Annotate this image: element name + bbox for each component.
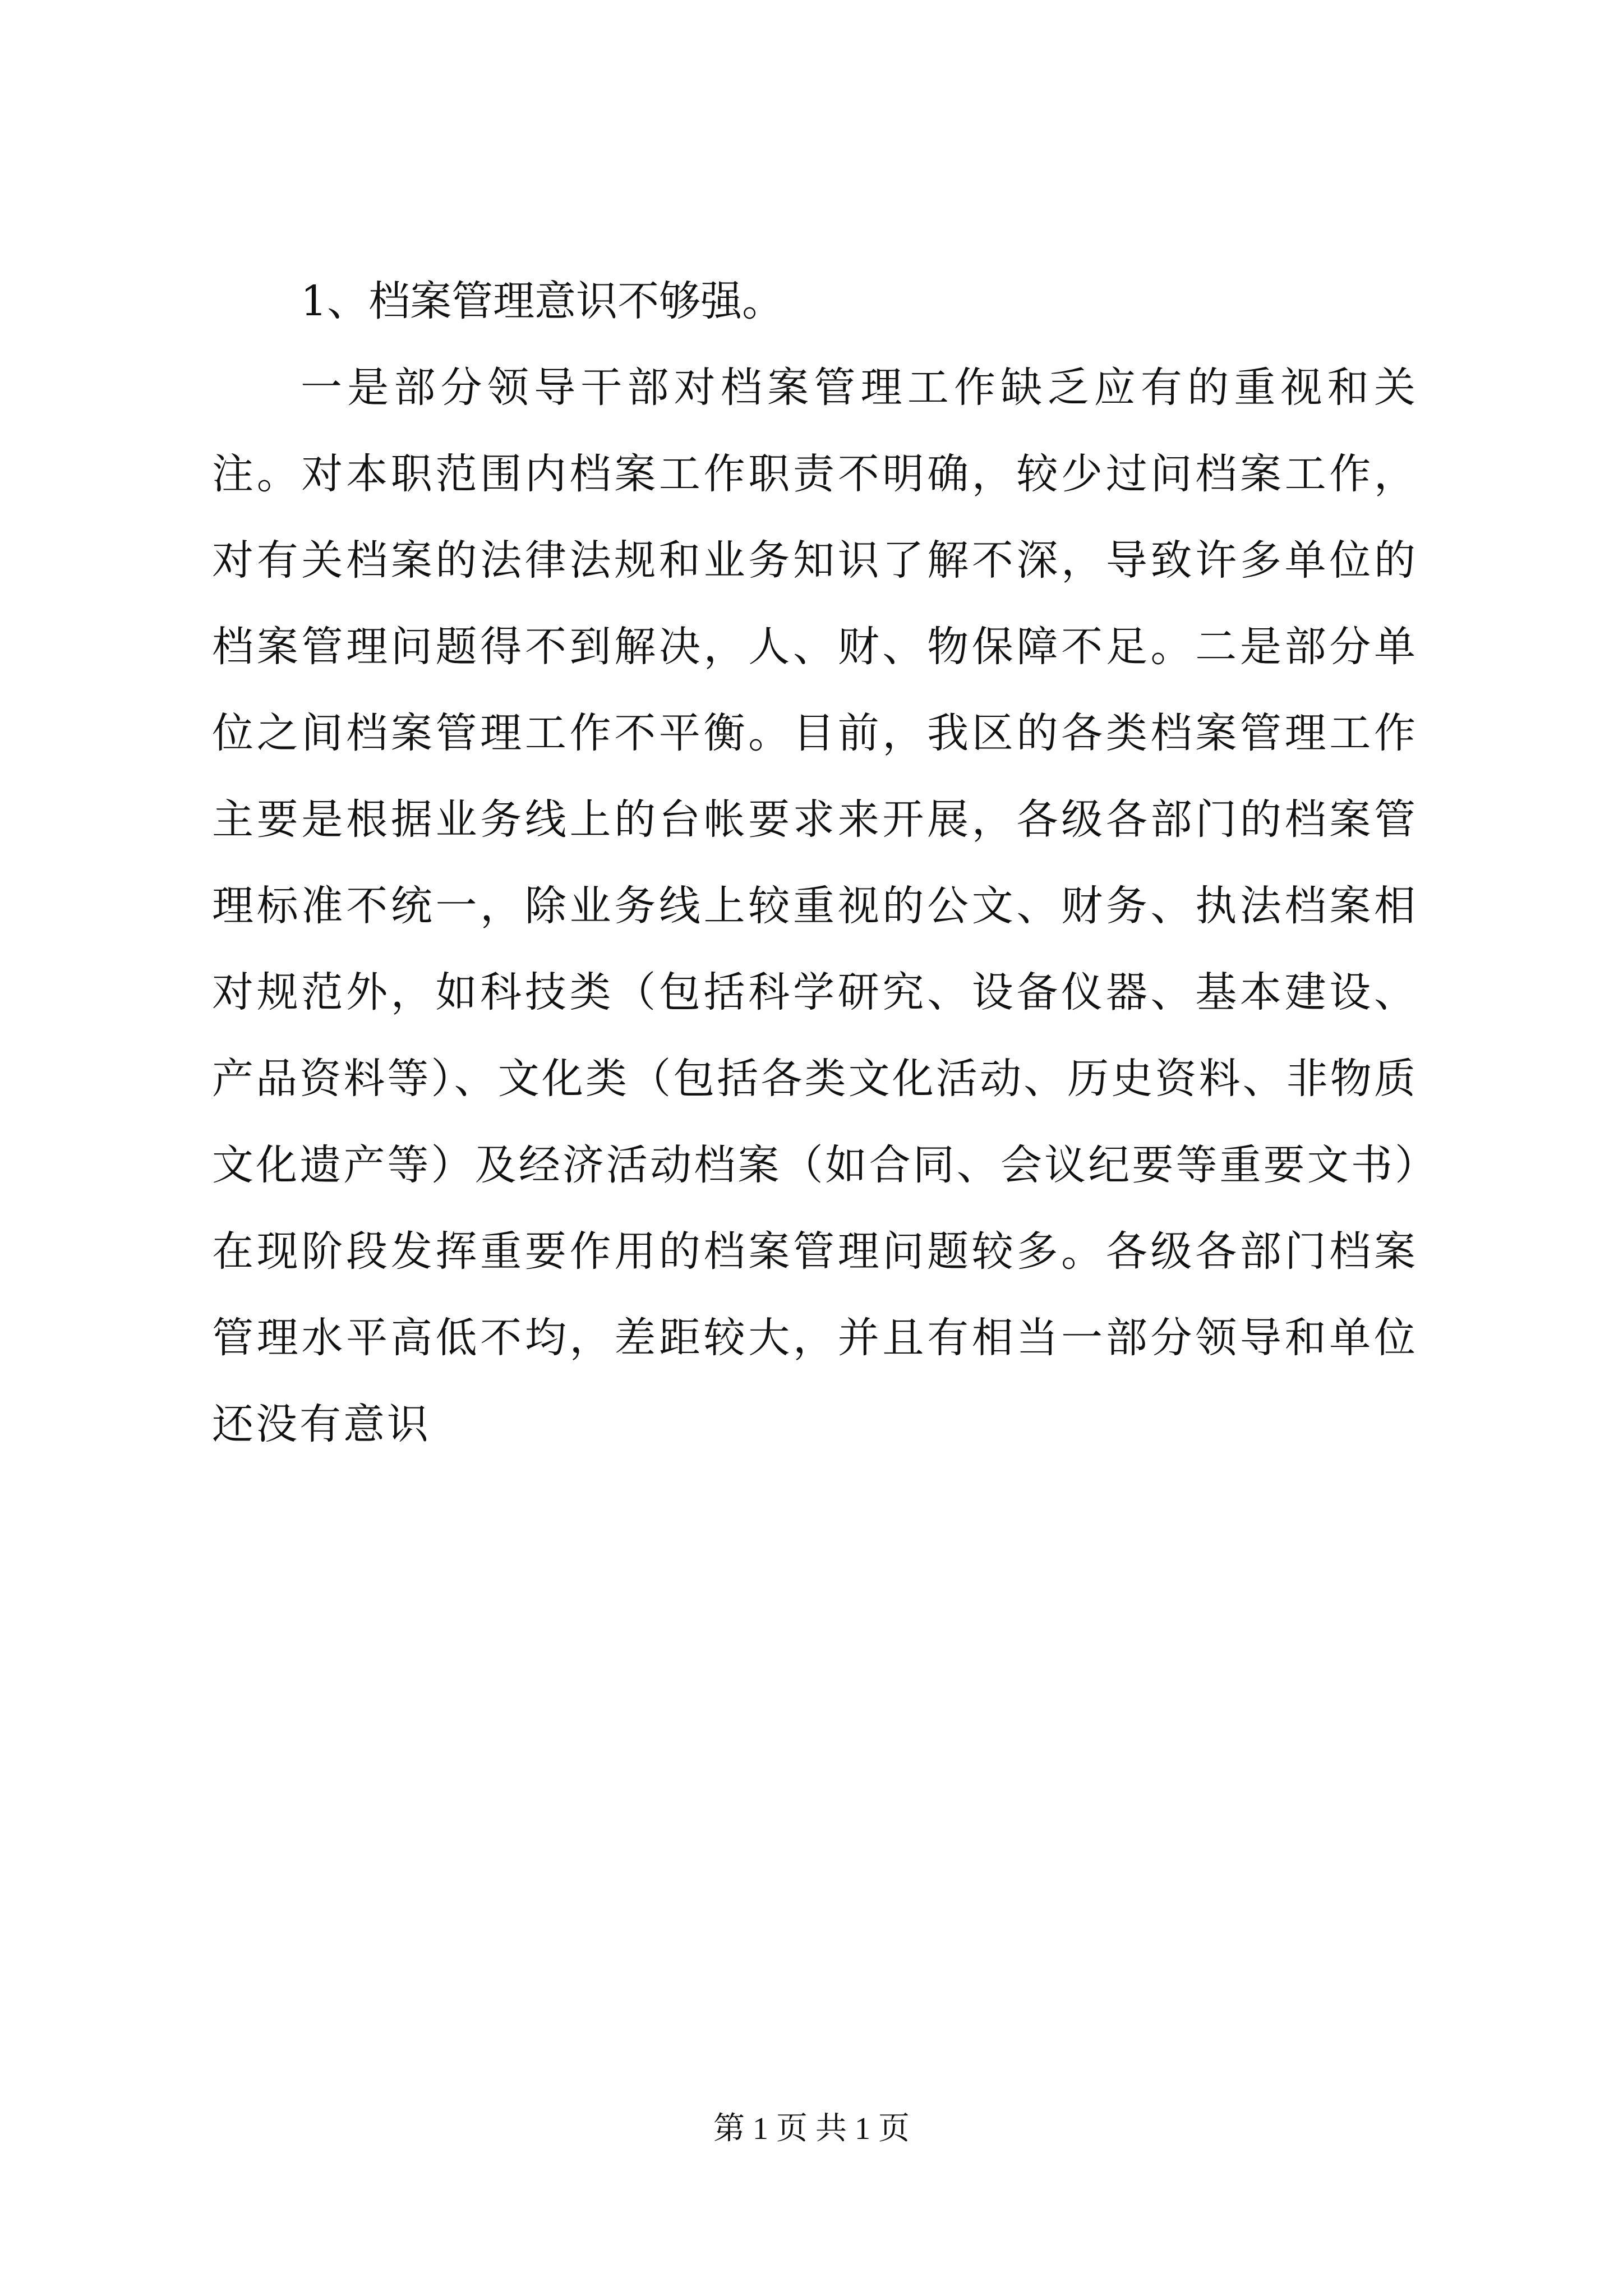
document-body xyxy=(212,258,1418,1467)
page-footer: 第 1 页 共 1 页 xyxy=(713,2111,910,2146)
section-heading: 1、档案管理意识不够强。 xyxy=(301,277,784,325)
body-paragraph: 一是部分领导干部对档案管理工作缺乏应有的重视和关注。对本职范围内档案工作职责不明确，较少过问档案工作，对有关档案的法律法规和业务知识了解不深，导致许多单位的档案管理问题得不到解决，人、财、物保障不足。二是部分单位之间档案管理工作不平衡。目前，我区的各类档案管理工作主要是根据业务线上的台帐要求来开展，各级各部门的档案管理标准不统一，除业务线上较重视的公文、财务、执法档案相对规范外，如科技类（包括科学研究、设备仪器、基本建设、产品资料等）、文化类（包括各类文化活动、历史资料、非物质文化遗产等）及经济活动档案（如合同、会议纪要等重要文书）在现阶段发挥重要作用的档案管理问题较多。各级各部门档案管理水平高低不均，差距较大，并且有相当一部分领导和单位还没有意识 xyxy=(212,364,1418,1448)
